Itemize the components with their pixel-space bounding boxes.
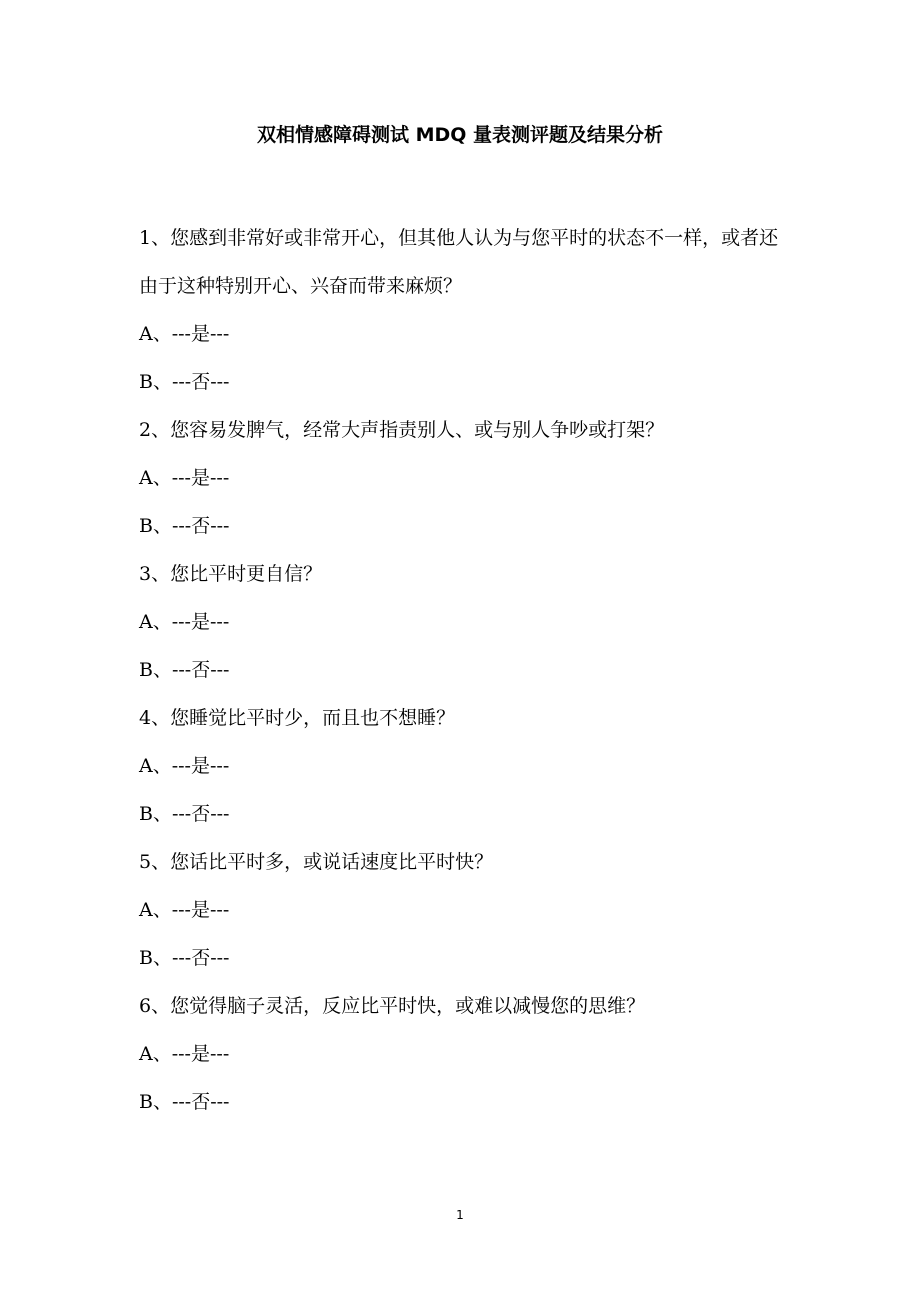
question-6 [139,982,789,1126]
option-a: A、---是--- [139,899,230,921]
question-text: 3、您比平时更自信？ [139,563,323,585]
question-text: 5、您话比平时多，或说话速度比平时快？ [139,851,494,873]
document-title: 双相情感障碍测试 MDQ 量表测评题及结果分析 [256,124,664,146]
page-number: 1 [456,1208,464,1222]
question-5 [139,838,789,982]
option-b: B、---否--- [139,803,230,825]
question-1 [139,214,789,406]
option-a: A、---是--- [139,611,230,633]
option-b: B、---否--- [139,659,230,681]
option-a: A、---是--- [139,755,230,777]
option-b: B、---否--- [139,1091,230,1113]
question-text: 4、您睡觉比平时少，而且也不想睡？ [139,707,456,729]
question-text: 2、您容易发脾气，经常大声指责别人、或与别人争吵或打架？ [139,419,665,441]
option-b: B、---否--- [139,515,230,537]
question-2 [139,406,789,550]
question-4 [139,694,789,838]
option-a: A、---是--- [139,323,230,345]
question-text: 6、您觉得脑子灵活，反应比平时快，或难以减慢您的思维？ [139,995,646,1017]
question-list [139,214,789,1126]
option-b: B、---否--- [139,371,230,393]
question-3 [139,550,789,694]
option-b: B、---否--- [139,947,230,969]
option-a: A、---是--- [139,1043,230,1065]
question-text: 1、您感到非常好或非常开心，但其他人认为与您平时的状态不一样，或者还由于这种特别开心、兴奋而带来麻烦？ [139,227,779,297]
option-a: A、---是--- [139,467,230,489]
